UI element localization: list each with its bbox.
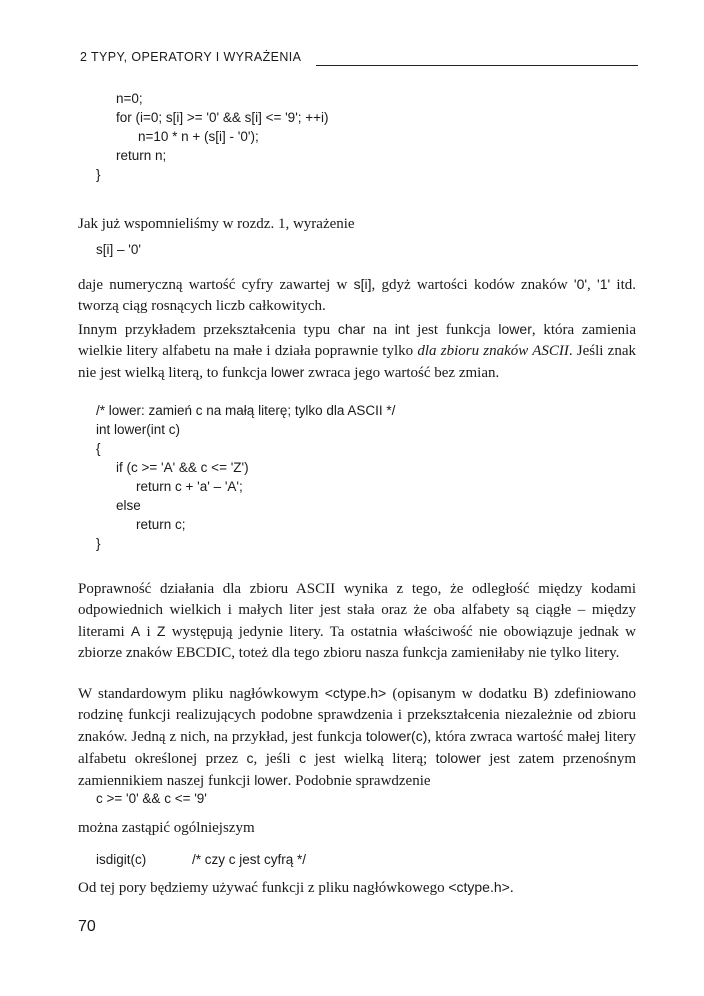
code-line: n=10 * n + (s[i] - '0'); xyxy=(138,129,259,144)
code-expression: s[i] – '0' xyxy=(96,242,141,257)
paragraph: daje numeryczną wartość cyfry zawartej w s[i], gdyż wartości kodów znaków '0', '1' itd. tworzą ciąg rosnących liczb całkowitych. xyxy=(78,276,637,314)
code-line: return c + 'a' – 'A'; xyxy=(136,479,243,494)
paragraph: W standardowym pliku nagłówkowym <ctype.h> (opisanym w dodatku B) zdefiniowano rodzinę funkcji realizujących podobne sprawdzenia i przekształcenia niezależnie od zbioru znaków. Jedną z nich, na przykład, jest funkcja tolower(c), która zwraca wartość małej litery alfabetu określonej przez c, jeśli c jest wielką literą; tolower jest zatem przenośnym zamiennikiem naszej funkcji lower. Podobnie sprawdzenie xyxy=(78,685,637,789)
page-number: 70 xyxy=(78,918,96,935)
paragraph: można zastąpić ogólniejszym xyxy=(78,820,255,836)
header-rule xyxy=(316,65,638,66)
code-line: { xyxy=(96,441,101,456)
code-line: int lower(int c) xyxy=(96,422,181,437)
code-line: for (i=0; s[i] >= '0' && s[i] <= '9'; ++i) xyxy=(116,110,329,125)
code-line: return c; xyxy=(136,517,186,532)
paragraph: Jak już wspomnieliśmy w rozdz. 1, wyrażenie xyxy=(78,216,355,232)
code-line: } xyxy=(96,167,101,182)
code-line: if (c >= 'A' && c <= 'Z') xyxy=(116,460,249,475)
paragraph: Poprawność działania dla zbioru ASCII wynika z tego, że odległość między kodami odpowiednich wielkich i małych liter jest stała oraz że oba alfabety są ciągłe – między literami A i Z występują jedynie litery. Ta ostatnia właściwość nie obowiązuje jednak w zbiorze znaków EBCDIC, toteż dla tego zbioru nasza funkcja zamieniłaby nie tylko litery. xyxy=(78,581,636,661)
paragraph: Innym przykładem przekształcenia typu char na int jest funkcja lower, która zamienia wielkie litery alfabetu na małe i działa poprawnie tylko dla zbioru znaków ASCII. Jeśli znak nie jest wielką literą, to funkcja lower zwraca jego wartość bez zmian. xyxy=(78,321,636,381)
code-expression: c >= '0' && c <= '9' xyxy=(96,791,207,806)
code-line: else xyxy=(116,498,141,513)
code-line: n=0; xyxy=(116,91,143,106)
code-line: return n; xyxy=(116,148,167,163)
code-line: /* lower: zamień c na małą literę; tylko dla ASCII */ xyxy=(96,403,396,418)
running-header: 2 TYPY, OPERATORY I WYRAŻENIA xyxy=(80,50,302,64)
code-comment: /* czy c jest cyfrą */ xyxy=(192,852,307,867)
code-expression: isdigit(c) xyxy=(96,852,147,867)
paragraph: Od tej pory będziemy używać funkcji z pliku nagłówkowego <ctype.h>. xyxy=(78,879,514,896)
code-line: } xyxy=(96,536,101,551)
